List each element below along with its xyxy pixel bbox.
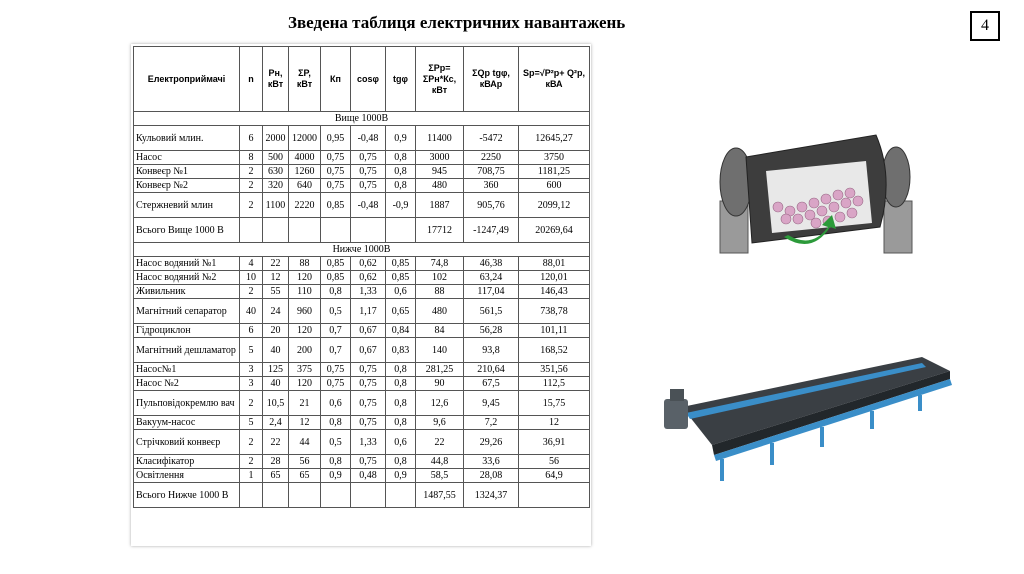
table-cell: 0,85 (386, 271, 416, 285)
table-cell: 0,9 (386, 126, 416, 151)
table-cell: 12 (289, 416, 321, 430)
receiver-name-cell: Стрічковий конвеєр (134, 430, 240, 455)
table-cell: 0,75 (351, 391, 386, 416)
table-cell: 360 (464, 179, 519, 193)
electrical-loads-table (133, 46, 590, 508)
table-cell (321, 483, 351, 508)
table-cell: 3 (240, 363, 263, 377)
table-cell: 22 (263, 257, 289, 271)
table-cell: 0,8 (386, 377, 416, 391)
table-cell: 600 (519, 179, 590, 193)
table-cell: 10,5 (263, 391, 289, 416)
belt-conveyor-image (660, 355, 960, 485)
receiver-name-cell: Магнітний дешламатор (134, 338, 240, 363)
table-cell: 120 (289, 324, 321, 338)
table-cell: 0,6 (321, 391, 351, 416)
table-cell: 0,8 (386, 455, 416, 469)
table-cell: 21 (289, 391, 321, 416)
table-cell: 4 (240, 257, 263, 271)
table-cell: 0,75 (351, 151, 386, 165)
receiver-name-cell: Гідроциклон (134, 324, 240, 338)
table-cell: 120,01 (519, 271, 590, 285)
section-title: Нижче 1000В (134, 243, 590, 257)
table-cell: 281,25 (416, 363, 464, 377)
table-cell: 3 (240, 377, 263, 391)
table-row (134, 483, 590, 508)
table-row (134, 391, 590, 416)
table-cell: 0,95 (321, 126, 351, 151)
receiver-name-cell: Кульовий млин. (134, 126, 240, 151)
table-cell: 0,75 (321, 377, 351, 391)
table-cell: 44 (289, 430, 321, 455)
table-cell (351, 483, 386, 508)
table-cell: 24 (263, 299, 289, 324)
table-cell: 12000 (289, 126, 321, 151)
receiver-name-cell: Конвеєр №1 (134, 165, 240, 179)
table-cell: 3750 (519, 151, 590, 165)
table-cell: 0,83 (386, 338, 416, 363)
table-cell: 65 (289, 469, 321, 483)
table-cell: 36,91 (519, 430, 590, 455)
table-cell: 0,62 (351, 257, 386, 271)
table-cell: 0,85 (321, 257, 351, 271)
table-cell: 120 (289, 377, 321, 391)
table-row (134, 126, 590, 151)
slide-number: 4 (970, 11, 1000, 41)
table-cell: 0,75 (351, 377, 386, 391)
table-cell: 1181,25 (519, 165, 590, 179)
table-cell: 0,48 (351, 469, 386, 483)
table-cell (240, 218, 263, 243)
table-cell: 630 (263, 165, 289, 179)
table-row (134, 377, 590, 391)
table-cell: 2 (240, 391, 263, 416)
table-cell: -5472 (464, 126, 519, 151)
table-cell: 1324,37 (464, 483, 519, 508)
table-row (134, 218, 590, 243)
table-cell: 40 (263, 377, 289, 391)
table-cell: 708,75 (464, 165, 519, 179)
table-cell: 88 (416, 285, 464, 299)
table-cell: 1,33 (351, 430, 386, 455)
table-cell: 210,64 (464, 363, 519, 377)
table-cell (289, 483, 321, 508)
table-cell: 1100 (263, 193, 289, 218)
table-cell: 0,5 (321, 299, 351, 324)
table-cell: 960 (289, 299, 321, 324)
table-cell: 5 (240, 338, 263, 363)
table-cell (321, 218, 351, 243)
table-row (134, 165, 590, 179)
header-cell: tgφ (386, 47, 416, 112)
table-cell: 561,5 (464, 299, 519, 324)
table-row (134, 299, 590, 324)
table-cell: 1,17 (351, 299, 386, 324)
table-cell: 67,5 (464, 377, 519, 391)
header-cell: ΣQр tgφ, кВАр (464, 47, 519, 112)
table-cell: 117,04 (464, 285, 519, 299)
table-cell: 1887 (416, 193, 464, 218)
header-cell: Sр=√P²р+ Q²р, кВА (519, 47, 590, 112)
table-cell: 112,5 (519, 377, 590, 391)
table-cell: 2 (240, 179, 263, 193)
table-cell: 0,8 (321, 416, 351, 430)
receiver-name-cell: Насос №2 (134, 377, 240, 391)
table-row (134, 271, 590, 285)
table-cell: 0,75 (351, 179, 386, 193)
table-cell: 12,6 (416, 391, 464, 416)
table-cell: 0,7 (321, 338, 351, 363)
table-cell: 351,56 (519, 363, 590, 377)
table-cell: 2000 (263, 126, 289, 151)
table-cell: 20269,64 (519, 218, 590, 243)
table-cell: 0,75 (351, 165, 386, 179)
table-cell: 0,85 (321, 193, 351, 218)
table-cell: 6 (240, 126, 263, 151)
table-cell: 905,76 (464, 193, 519, 218)
table-cell: 0,6 (386, 430, 416, 455)
table-cell: 640 (289, 179, 321, 193)
table-cell: 0,5 (321, 430, 351, 455)
table-cell: 1487,55 (416, 483, 464, 508)
table-cell: 22 (416, 430, 464, 455)
table-cell: 0,75 (321, 363, 351, 377)
table-cell: 46,38 (464, 257, 519, 271)
table-row (134, 324, 590, 338)
table-cell: 2 (240, 430, 263, 455)
table-cell: 22 (263, 430, 289, 455)
receiver-name-cell: Насос водяний №2 (134, 271, 240, 285)
table-cell: 0,8 (386, 416, 416, 430)
table-cell: 0,8 (386, 391, 416, 416)
header-cell: Кп (321, 47, 351, 112)
table-cell: -1247,49 (464, 218, 519, 243)
header-cell: Рн, кВт (263, 47, 289, 112)
table-cell: 4000 (289, 151, 321, 165)
table-cell: 0,7 (321, 324, 351, 338)
receiver-name-cell: Живильник (134, 285, 240, 299)
header-cell: Електроприймачі (134, 47, 240, 112)
table-cell (263, 218, 289, 243)
table-cell: 0,75 (321, 165, 351, 179)
table-cell: 500 (263, 151, 289, 165)
table-cell: 0,8 (386, 165, 416, 179)
table-cell: 17712 (416, 218, 464, 243)
table-cell: 0,67 (351, 338, 386, 363)
table-row (134, 193, 590, 218)
table-cell: 58,5 (416, 469, 464, 483)
table-cell: 88,01 (519, 257, 590, 271)
table-cell: 375 (289, 363, 321, 377)
header-cell: cosφ (351, 47, 386, 112)
table-cell: 11400 (416, 126, 464, 151)
table-cell: 0,6 (386, 285, 416, 299)
receiver-name-cell: Пульповідокремлю вач (134, 391, 240, 416)
table-cell: 120 (289, 271, 321, 285)
receiver-name-cell: Магнітний сепаратор (134, 299, 240, 324)
table-cell: 7,2 (464, 416, 519, 430)
table-cell: 0,75 (321, 179, 351, 193)
table-cell: 0,67 (351, 324, 386, 338)
table-cell: 33,6 (464, 455, 519, 469)
table-cell: 12645,27 (519, 126, 590, 151)
table-cell: 480 (416, 299, 464, 324)
slide-title: Зведена таблиця електричних навантажень (288, 13, 626, 32)
table-row (134, 469, 590, 483)
table-cell: 945 (416, 165, 464, 179)
table-cell: 0,8 (321, 285, 351, 299)
table-cell: 0,75 (351, 455, 386, 469)
section-row (134, 243, 590, 257)
table-row (134, 179, 590, 193)
table-cell: 44,8 (416, 455, 464, 469)
table-cell (386, 218, 416, 243)
table-cell (519, 483, 590, 508)
table-cell: -0,48 (351, 193, 386, 218)
table-cell: 0,85 (321, 271, 351, 285)
table-cell (263, 483, 289, 508)
table-cell: 3000 (416, 151, 464, 165)
table-cell: 84 (416, 324, 464, 338)
table-cell: -0,9 (386, 193, 416, 218)
table-cell: 2 (240, 193, 263, 218)
receiver-name-cell: Освітлення (134, 469, 240, 483)
table-cell: 56 (519, 455, 590, 469)
table-cell: 0,84 (386, 324, 416, 338)
table-cell: 65 (263, 469, 289, 483)
header-cell: n (240, 47, 263, 112)
table-cell: 0,65 (386, 299, 416, 324)
table-cell: 15,75 (519, 391, 590, 416)
table-cell: 480 (416, 179, 464, 193)
table-cell: 12 (263, 271, 289, 285)
header-cell: ΣРр= ΣРн*Кс, кВт (416, 47, 464, 112)
table-cell: 0,62 (351, 271, 386, 285)
table-cell: 55 (263, 285, 289, 299)
receiver-name-cell: Всього Нижче 1000 В (134, 483, 240, 508)
table-cell: 2 (240, 455, 263, 469)
header-cell: ΣР, кВт (289, 47, 321, 112)
table-row (134, 430, 590, 455)
table-cell: 6 (240, 324, 263, 338)
table-cell: 0,9 (386, 469, 416, 483)
receiver-name-cell: Насос№1 (134, 363, 240, 377)
receiver-name-cell: Конвеєр №2 (134, 179, 240, 193)
table-cell: 125 (263, 363, 289, 377)
table-cell: 88 (289, 257, 321, 271)
table-cell: 1 (240, 469, 263, 483)
table-cell: 0,75 (351, 416, 386, 430)
table-cell: 20 (263, 324, 289, 338)
table-cell: 2220 (289, 193, 321, 218)
table-cell: 0,8 (386, 363, 416, 377)
ball-mill-image (716, 127, 916, 265)
receiver-name-cell: Всього Вище 1000 В (134, 218, 240, 243)
table-cell: 200 (289, 338, 321, 363)
receiver-name-cell: Насос водяний №1 (134, 257, 240, 271)
table-cell (289, 218, 321, 243)
table-cell: 28 (263, 455, 289, 469)
table-cell: 0,8 (321, 455, 351, 469)
section-row (134, 112, 590, 126)
table-cell: 2099,12 (519, 193, 590, 218)
table-cell: 146,43 (519, 285, 590, 299)
table-cell: 168,52 (519, 338, 590, 363)
table-row (134, 455, 590, 469)
table-cell: 10 (240, 271, 263, 285)
section-title: Вище 1000В (134, 112, 590, 126)
table-cell: 2,4 (263, 416, 289, 430)
table-cell: 738,78 (519, 299, 590, 324)
receiver-name-cell: Стержневий млин (134, 193, 240, 218)
table-cell: 9,45 (464, 391, 519, 416)
table-cell: 40 (240, 299, 263, 324)
table-cell: 2250 (464, 151, 519, 165)
table-cell: 9,6 (416, 416, 464, 430)
table-cell: 101,11 (519, 324, 590, 338)
table-row (134, 285, 590, 299)
table-cell (351, 218, 386, 243)
table-cell: -0,48 (351, 126, 386, 151)
receiver-name-cell: Насос (134, 151, 240, 165)
table-cell: 0,8 (386, 151, 416, 165)
table-cell: 56 (289, 455, 321, 469)
table-cell: 0,75 (321, 151, 351, 165)
table-cell (240, 483, 263, 508)
load-table-image (131, 44, 591, 546)
table-cell: 102 (416, 271, 464, 285)
table-cell: 64,9 (519, 469, 590, 483)
table-cell: 0,9 (321, 469, 351, 483)
table-cell: 90 (416, 377, 464, 391)
table-cell: 12 (519, 416, 590, 430)
table-cell: 40 (263, 338, 289, 363)
table-row (134, 338, 590, 363)
table-cell: 1260 (289, 165, 321, 179)
table-cell: 0,85 (386, 257, 416, 271)
table-row (134, 363, 590, 377)
table-cell: 74,8 (416, 257, 464, 271)
table-cell: 63,24 (464, 271, 519, 285)
table-cell: 2 (240, 165, 263, 179)
receiver-name-cell: Класифікатор (134, 455, 240, 469)
table-cell: 28,08 (464, 469, 519, 483)
table-cell: 0,75 (351, 363, 386, 377)
table-cell: 29,26 (464, 430, 519, 455)
table-cell: 8 (240, 151, 263, 165)
table-cell: 0,8 (386, 179, 416, 193)
table-cell: 56,28 (464, 324, 519, 338)
table-row (134, 151, 590, 165)
table-row (134, 257, 590, 271)
table-cell: 2 (240, 285, 263, 299)
table-cell: 110 (289, 285, 321, 299)
table-cell (386, 483, 416, 508)
table-cell: 5 (240, 416, 263, 430)
table-cell: 320 (263, 179, 289, 193)
table-cell: 1,33 (351, 285, 386, 299)
table-cell: 140 (416, 338, 464, 363)
receiver-name-cell: Вакуум-насос (134, 416, 240, 430)
table-cell: 93,8 (464, 338, 519, 363)
table-row (134, 416, 590, 430)
table-header-row (134, 47, 590, 112)
